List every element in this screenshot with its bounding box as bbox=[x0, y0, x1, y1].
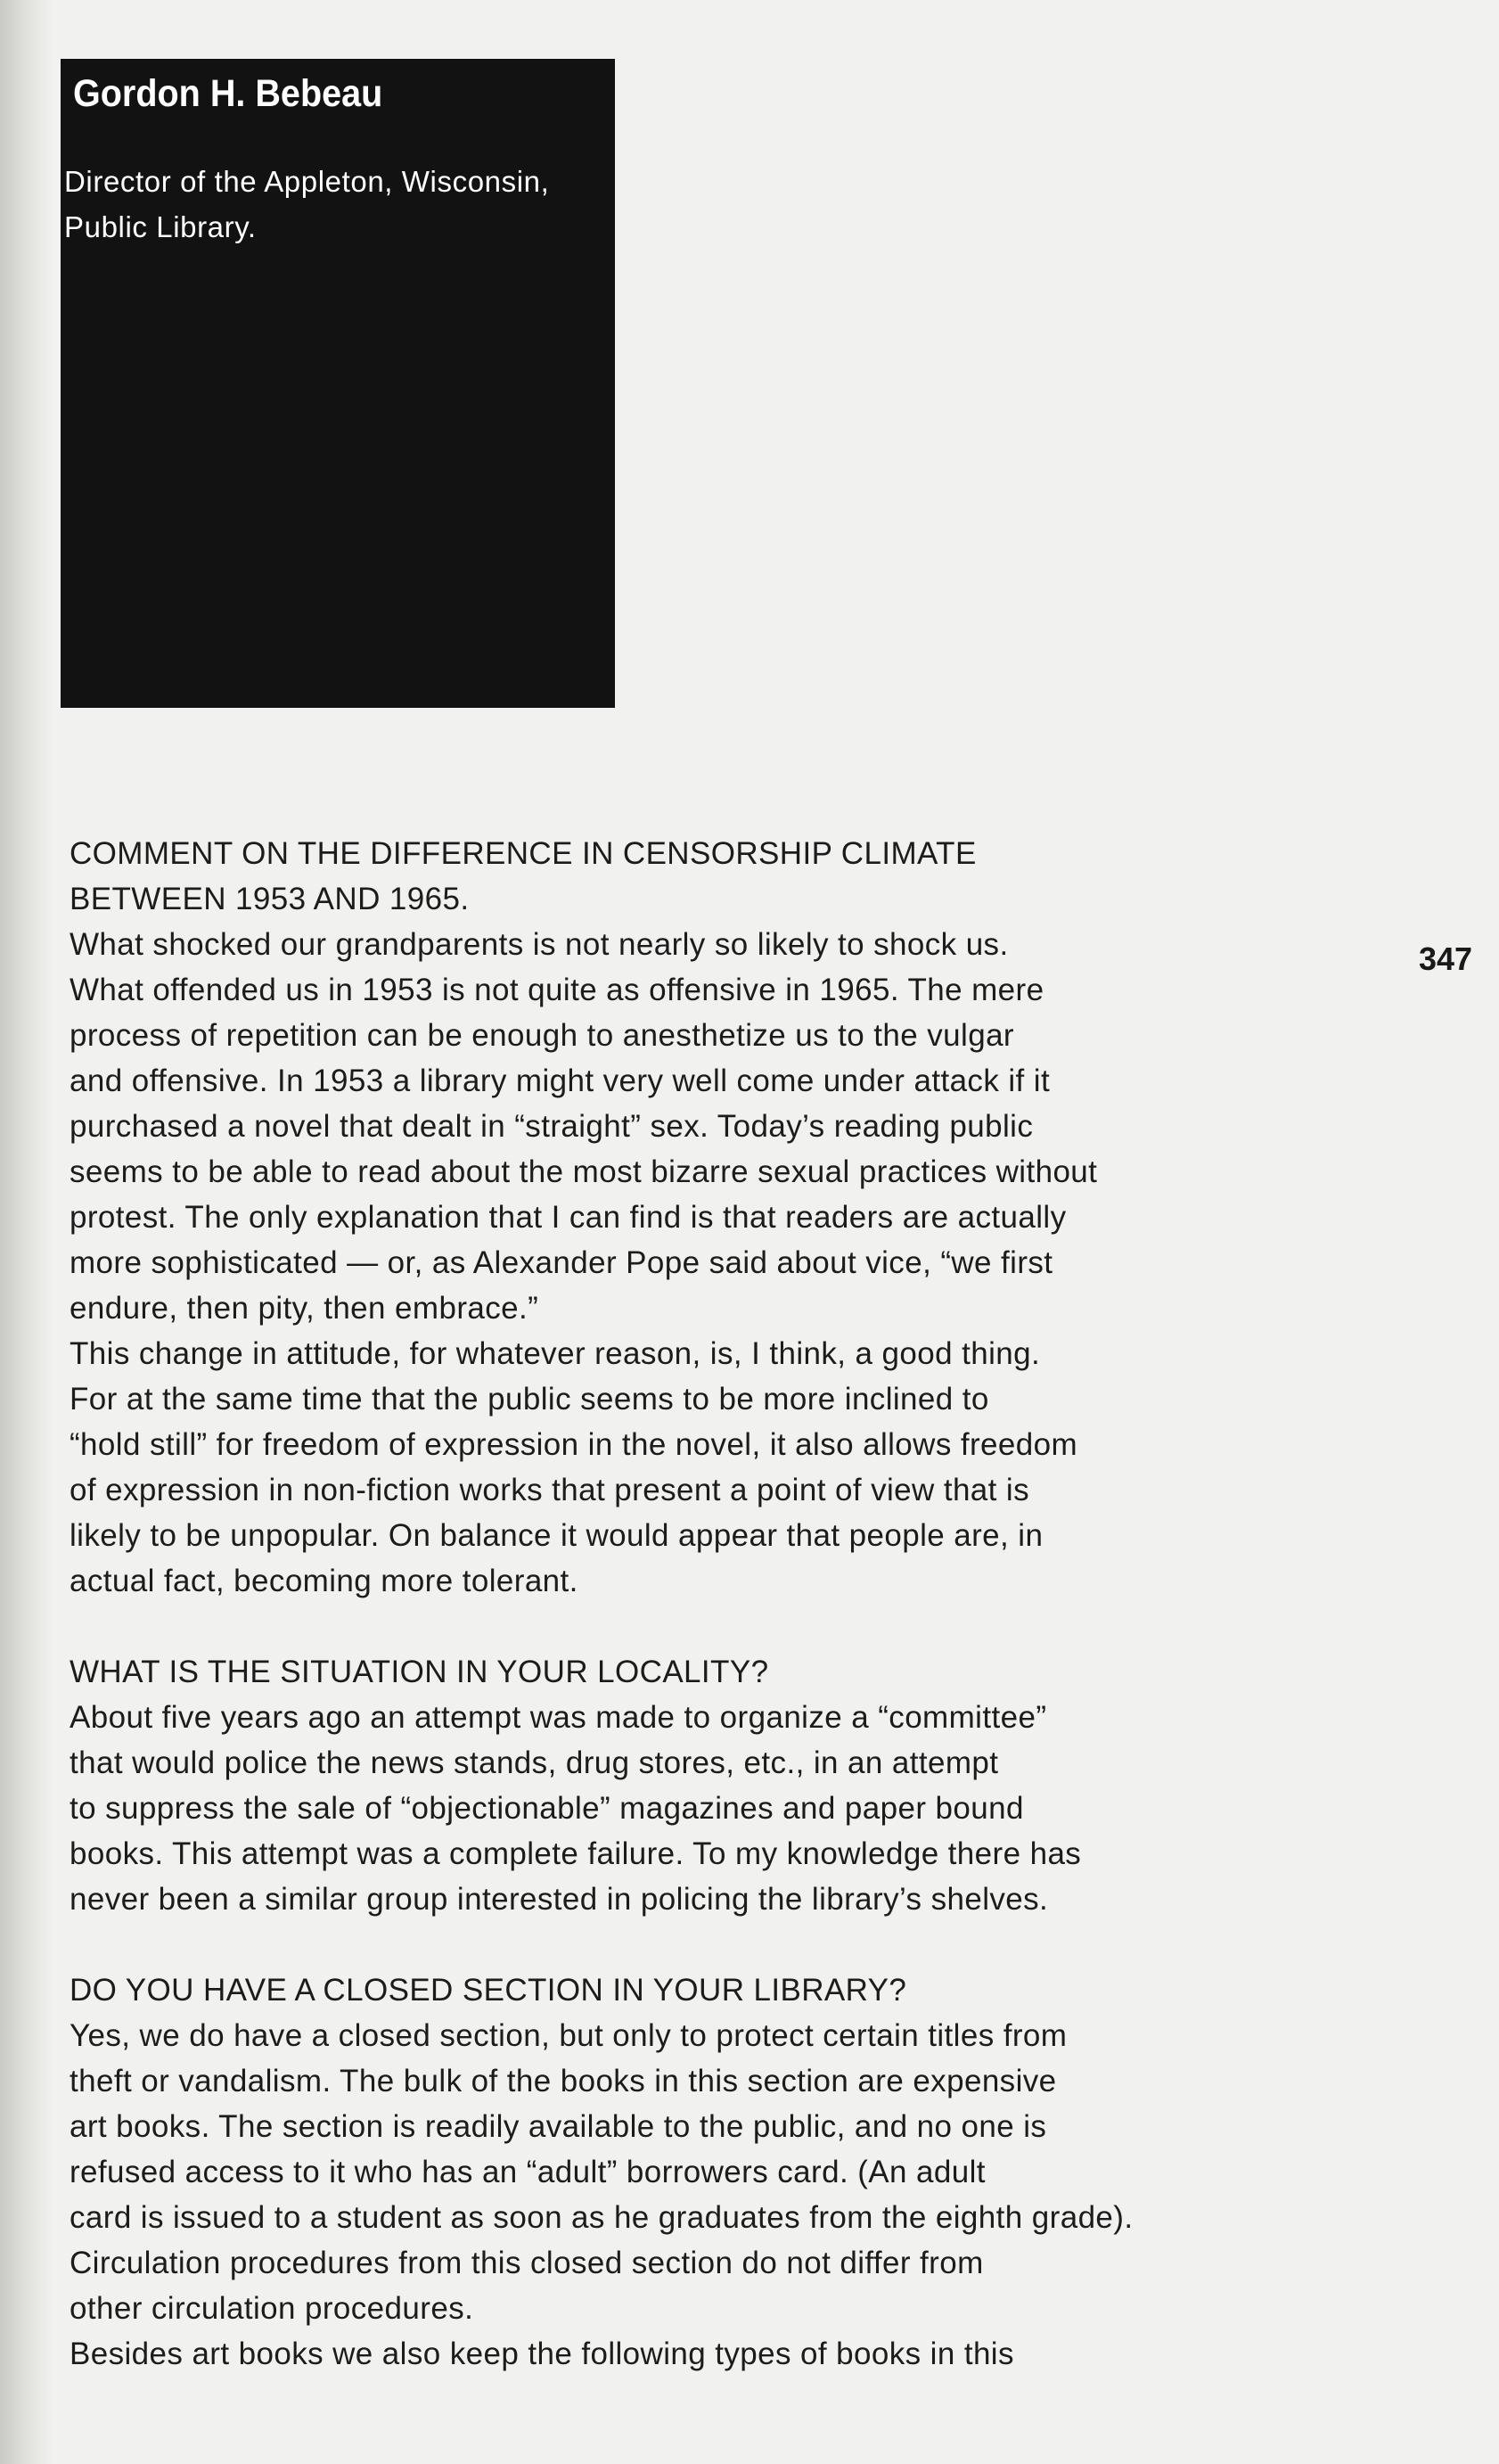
paragraph-line: For at the same time that the public seems to be more inclined to bbox=[70, 1382, 989, 1417]
section-closed-section bbox=[70, 1967, 1264, 2377]
paragraph-line: About five years ago an attempt was made to organize a “committee” bbox=[70, 1700, 1047, 1735]
paragraph-line: other circulation procedures. bbox=[70, 2291, 474, 2326]
paragraph-line: art books. The section is readily available to the public, and no one is bbox=[70, 2109, 1047, 2144]
paragraph-line: purchased a novel that dealt in “straight” sex. Today’s reading public bbox=[70, 1109, 1034, 1144]
paragraph-line: Besides art books we also keep the following types of books in this bbox=[70, 2337, 1014, 2371]
paragraph-line: and offensive. In 1953 a library might very well come under attack if it bbox=[70, 1064, 1051, 1098]
section-heading: BETWEEN 1953 AND 1965. bbox=[70, 882, 470, 916]
paragraph-line: to suppress the sale of “objectionable” magazines and paper bound bbox=[70, 1791, 1024, 1826]
paragraph-line: likely to be unpopular. On balance it would appear that people are, in bbox=[70, 1518, 1044, 1553]
section-heading: COMMENT ON THE DIFFERENCE IN CENSORSHIP CLIMATE bbox=[70, 836, 977, 871]
page-spine-shadow bbox=[0, 0, 53, 2464]
paragraph-line: refused access to it who has an “adult” borrowers card. (An adult bbox=[70, 2155, 986, 2189]
paragraph-line: never been a similar group interested in policing the library’s shelves. bbox=[70, 1882, 1049, 1917]
section-spacer bbox=[70, 1604, 1264, 1649]
paragraph-line: process of repetition can be enough to anesthetize us to the vulgar bbox=[70, 1018, 1014, 1053]
paragraph-line: actual fact, becoming more tolerant. bbox=[70, 1564, 578, 1598]
author-bio bbox=[64, 159, 635, 250]
section-spacer bbox=[70, 1922, 1264, 1967]
author-bio-line: Public Library. bbox=[64, 210, 257, 243]
paragraph-line: endure, then pity, then embrace.” bbox=[70, 1291, 539, 1326]
section-censorship-climate bbox=[70, 831, 1264, 1604]
paragraph-line: books. This attempt was a complete failure. To my knowledge there has bbox=[70, 1836, 1082, 1871]
section-locality bbox=[70, 1649, 1264, 1922]
author-name: Gordon H. Bebeau bbox=[73, 72, 383, 115]
paragraph-line: that would police the news stands, drug stores, etc., in an attempt bbox=[70, 1745, 999, 1780]
page-number: 347 bbox=[1419, 940, 1473, 977]
paragraph-line: Yes, we do have a closed section, but only to protect certain titles from bbox=[70, 2018, 1068, 2053]
paragraph-line: What shocked our grandparents is not nearly so likely to shock us. bbox=[70, 927, 1009, 962]
paragraph-line: “hold still” for freedom of expression in the novel, it also allows freedom bbox=[70, 1427, 1078, 1462]
author-bio-line: Director of the Appleton, Wisconsin, bbox=[64, 165, 550, 198]
paragraph-line: Circulation procedures from this closed section do not differ from bbox=[70, 2246, 984, 2280]
paragraph-line: What offended us in 1953 is not quite as offensive in 1965. The mere bbox=[70, 973, 1044, 1007]
paragraph-line: card is issued to a student as soon as he graduates from the eighth grade). bbox=[70, 2200, 1134, 2235]
section-heading: DO YOU HAVE A CLOSED SECTION IN YOUR LIBRARY? bbox=[70, 1973, 907, 2008]
paragraph-line: of expression in non-fiction works that present a point of view that is bbox=[70, 1473, 1029, 1507]
paragraph-line: theft or vandalism. The bulk of the books in this section are expensive bbox=[70, 2064, 1057, 2099]
paragraph-line: protest. The only explanation that I can find is that readers are actually bbox=[70, 1200, 1067, 1235]
article-body bbox=[70, 831, 1264, 2377]
paragraph-line: seems to be able to read about the most bizarre sexual practices without bbox=[70, 1154, 1098, 1189]
paragraph-line: more sophisticated — or, as Alexander Pope said about vice, “we first bbox=[70, 1245, 1053, 1280]
author-header-box bbox=[61, 59, 615, 708]
section-heading: WHAT IS THE SITUATION IN YOUR LOCALITY? bbox=[70, 1655, 769, 1689]
paragraph-line: This change in attitude, for whatever reason, is, I think, a good thing. bbox=[70, 1336, 1041, 1371]
